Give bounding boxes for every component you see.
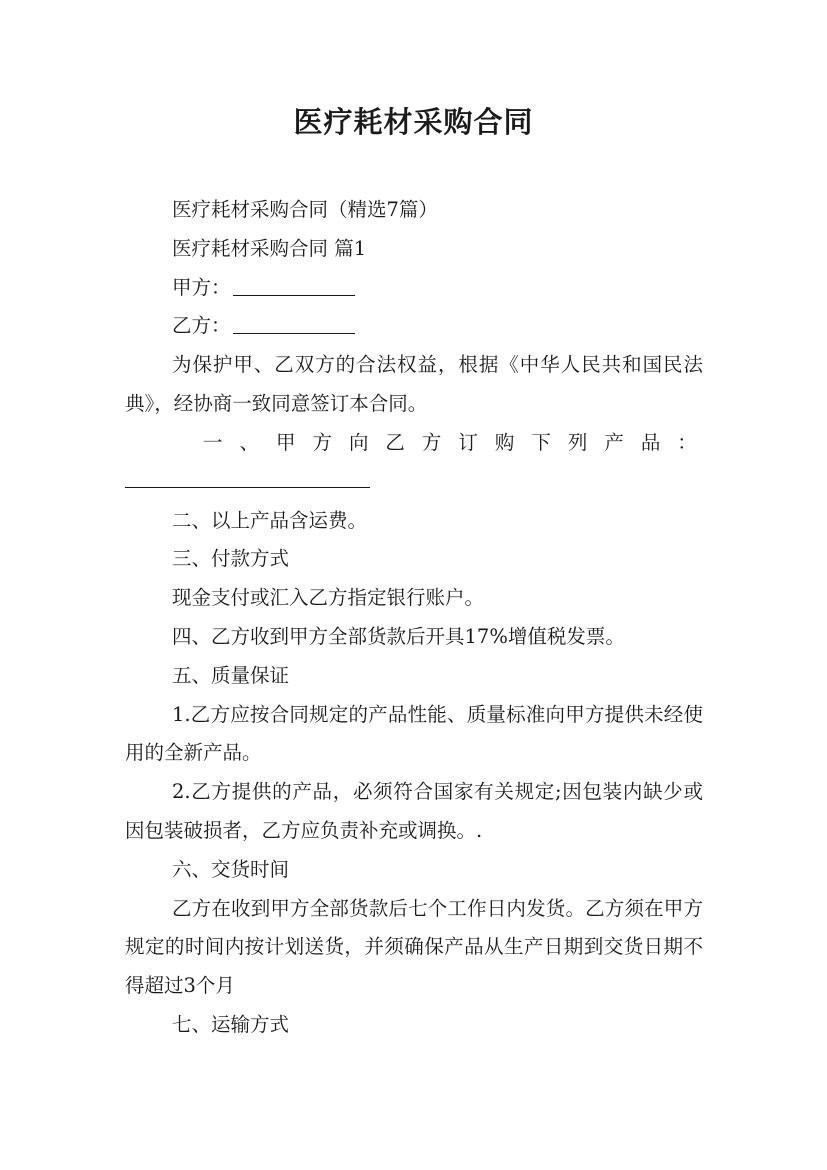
paragraph-clause-1 — [125, 424, 703, 463]
paragraph-payment: 现金支付或汇入乙方指定银行账户。 — [172, 586, 485, 610]
clause-1-char: 方 — [421, 430, 442, 454]
paragraph-subtitle: 医疗耗材采购合同（精选7篇） — [172, 198, 438, 221]
clause-1-char: 列 — [567, 430, 588, 454]
paragraph-clause-4: 四、乙方收到甲方全部货款后开具17%增值税发票。 — [172, 624, 625, 648]
paragraph-section-heading: 医疗耗材采购合同 篇1 — [172, 236, 367, 260]
clause-1-char: 方 — [312, 430, 332, 454]
party-b-label: 乙方： — [172, 314, 231, 338]
document-body — [125, 191, 703, 1045]
clause-1-char: ： — [677, 430, 697, 454]
clause-1-char: 下 — [531, 430, 551, 454]
clause-1-char: 品 — [640, 430, 661, 454]
paragraph-preamble: 为保护甲、乙双方的合法权益，根据《中华人民共和国民法典》，经协商一致同意签订本合同。 — [125, 353, 703, 415]
paragraph-clause-2: 二、以上产品含运费。 — [172, 508, 368, 532]
paragraph-clause-6-heading: 六、交货时间 — [172, 857, 290, 881]
clause-1-char: 一 — [203, 430, 223, 454]
clause-1-char: 购 — [494, 430, 515, 454]
paragraph-quality-1: 1.乙方应按合同规定的产品性能、质量标准向甲方提供未经使用的全新产品。 — [125, 702, 703, 765]
paragraph-delivery: 乙方在收到甲方全部货款后七个工作日内发货。乙方须在甲方规定的时间内按计划送货，并须确保产品从生产日期到交货日期不得超过3个月 — [125, 896, 703, 998]
clause-1-char: 订 — [458, 430, 478, 454]
party-b-line — [125, 307, 703, 346]
clause-1-char: 向 — [348, 430, 369, 454]
party-a-blank — [233, 294, 355, 296]
paragraph-quality-2: 2.乙方提供的产品，必须符合国家有关规定;因包装内缺少或因包装破损者，乙方应负责补充或调换。. — [125, 780, 703, 842]
products-blank-line — [125, 463, 370, 488]
clause-1-char: 乙 — [385, 430, 405, 454]
paragraph-clause-3-heading: 三、付款方式 — [172, 547, 290, 571]
party-a-label: 甲方： — [172, 275, 231, 299]
clause-1-char: 产 — [604, 430, 624, 454]
clause-1-char: 甲 — [275, 430, 296, 454]
party-a-line — [125, 269, 703, 308]
clause-1-char: 、 — [239, 430, 259, 454]
document-title: 医疗耗材采购合同 — [293, 105, 534, 139]
paragraph-clause-5-heading: 五、质量保证 — [172, 663, 290, 687]
party-b-blank — [233, 332, 355, 334]
paragraph-clause-7-heading: 七、运输方式 — [172, 1012, 290, 1036]
